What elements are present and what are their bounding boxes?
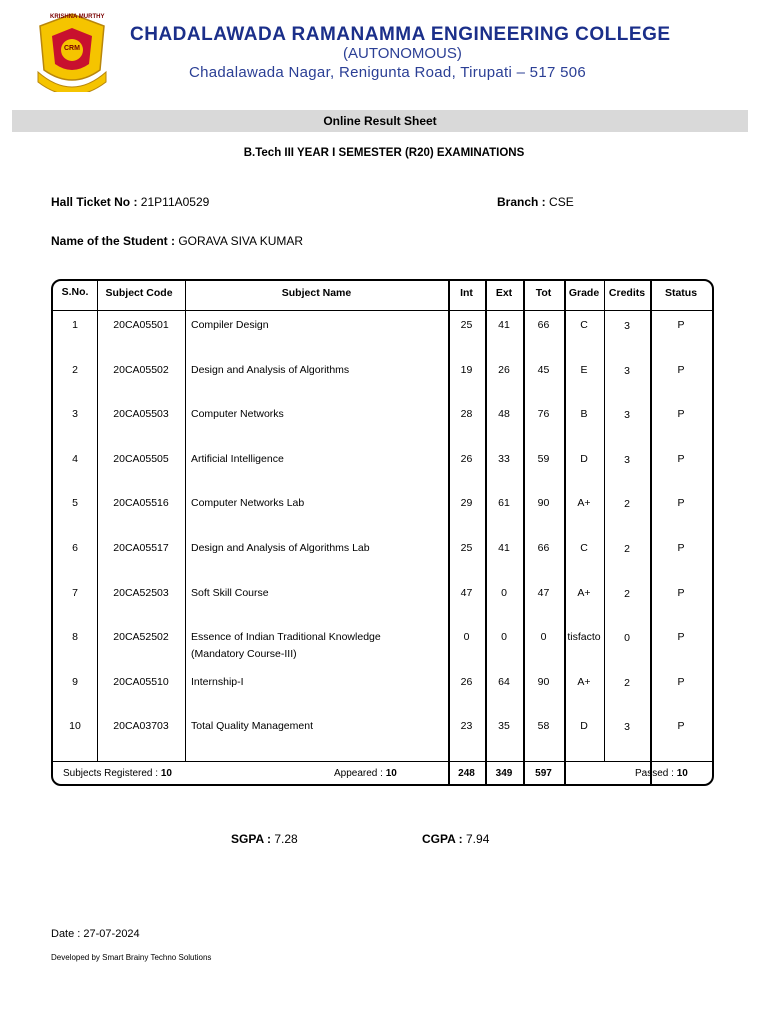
column-divider [485,281,487,784]
sgpa [231,832,298,846]
college-name: CHADALAWADA RAMANAMMA ENGINEERING COLLEGE [130,24,671,45]
hall-ticket [51,195,209,209]
developer-credit: Developed by Smart Brainy Techno Solutions [51,953,212,962]
cell-grade: A+ [577,497,591,510]
header-name: Subject Name [281,287,352,299]
cell-int: 25 [460,319,473,331]
cell-tot: 59 [537,452,550,465]
cell-sno: 4 [72,452,78,465]
cell-status: P [677,542,685,554]
column-divider [185,281,186,761]
cell-sno: 1 [72,319,78,331]
column-divider [564,281,566,784]
cell-code: 20CA05501 [113,319,169,331]
cell-credits: 3 [624,320,630,332]
cell-tot: 0 [540,631,547,644]
cgpa-value: 7.94 [462,832,490,846]
header-grade: Grade [568,287,600,299]
cell-sno: 10 [69,720,81,733]
cell-ext: 41 [498,542,510,554]
cell-credits: 2 [624,498,630,511]
cell-name: Computer Networks Lab [191,497,305,510]
cell-int: 25 [460,542,473,554]
cell-credits: 2 [624,543,630,555]
student-name [51,234,303,248]
cell-sno: 9 [72,675,78,688]
cell-status: P [677,452,685,465]
cell-grade: D [580,452,588,465]
logo-ring-text: KRISHNA MURTHY [50,14,105,20]
cell-grade: C [580,542,588,554]
cell-code: 20CA03703 [113,720,169,733]
cell-status: P [677,408,685,421]
cell-status: P [677,497,685,510]
cell-ext: 64 [498,675,510,688]
cell-name: Total Quality Management [191,720,313,733]
cell-credits: 3 [624,721,630,734]
cell-int: 0 [463,631,470,644]
cell-tot: 58 [537,720,550,733]
cell-tot: 90 [537,497,550,510]
column-divider [650,281,652,784]
hall-ticket-label: Hall Ticket No : [51,195,138,209]
header-int: Int [460,287,473,299]
column-divider [604,281,605,761]
header-ext: Ext [495,287,513,299]
cell-ext: 35 [498,720,510,733]
cell-ext: 48 [498,408,510,421]
cell-credits: 2 [624,587,630,600]
tot-total: 597 [535,768,552,779]
cell-tot: 76 [537,408,550,421]
column-divider [97,281,98,761]
cell-code: 20CA05505 [113,452,169,465]
cell-int: 26 [460,675,473,688]
cell-grade: B [580,408,588,421]
cell-grade: D [580,720,588,733]
cell-credits: 2 [624,676,630,689]
cell-status: P [677,319,685,331]
cell-name: Computer Networks [191,408,284,421]
cell-sno: 2 [72,363,78,376]
cell-credits: 0 [624,632,630,645]
cell-code: 20CA52502 [113,631,169,644]
subjects-registered: Subjects Registered : 10 [63,768,172,779]
cell-name: Design and Analysis of Algorithms [191,363,350,376]
branch-value: CSE [545,195,574,209]
subjects-passed: Passed : 10 [635,768,688,779]
header-credits: Credits [608,287,646,299]
hall-ticket-value: 21P11A0529 [137,195,210,209]
row-divider [53,761,712,762]
cell-name: Compiler Design [191,319,269,331]
college-logo [34,12,110,92]
header-tot: Tot [535,287,552,299]
cell-code: 20CA05510 [113,675,169,688]
header-code: Subject Code [105,287,173,299]
header-status: Status [664,287,698,299]
cell-code: 20CA05502 [113,363,169,376]
college-autonomous: (AUTONOMOUS) [343,45,462,62]
sgpa-value: 7.28 [271,832,298,846]
cell-int: 29 [460,497,473,510]
cell-name: Artificial Intelligence [191,452,284,465]
cell-sno: 3 [72,408,78,421]
cell-status: P [677,675,685,688]
cell-sno: 5 [72,497,78,510]
page-title-banner: Online Result Sheet [12,110,748,132]
cell-code: 20CA52503 [113,586,169,599]
cell-tot: 45 [537,363,550,376]
ext-total: 349 [495,768,513,779]
cell-grade: tisfacto [567,631,601,644]
cell-ext: 0 [501,586,507,599]
cell-tot: 47 [537,586,550,599]
cell-status: P [677,720,685,733]
cell-code: 20CA05517 [113,542,169,554]
cell-code: 20CA05516 [113,497,169,510]
cell-ext: 61 [498,497,510,510]
cell-credits: 3 [624,453,630,466]
subjects-appeared: Appeared : 10 [334,768,397,779]
int-total: 248 [458,768,475,779]
student-name-label: Name of the Student : [51,234,176,248]
row-divider [53,310,712,311]
branch-label: Branch : [497,195,546,209]
cell-status: P [677,586,685,599]
column-divider [448,281,450,784]
cell-int: 47 [460,586,473,599]
cgpa-label: CGPA : [422,832,463,846]
cell-name: Soft Skill Course [191,586,269,599]
cell-ext: 0 [501,631,507,644]
cell-grade: A+ [577,675,591,688]
cell-credits: 3 [624,409,630,422]
exam-title: B.Tech III YEAR I SEMESTER (R20) EXAMINATIONS [243,147,525,159]
cell-grade: A+ [577,586,591,599]
cell-tot: 66 [537,542,550,554]
cell-name: Internship-I [191,675,244,688]
cell-sno: 6 [72,542,78,554]
cell-ext: 41 [498,319,510,331]
cell-status: P [677,363,685,376]
cell-int: 26 [460,452,473,465]
cell-ext: 33 [498,452,510,465]
cell-grade: E [580,363,588,376]
cell-ext: 26 [498,363,510,376]
cell-grade: C [580,319,588,331]
column-divider [523,281,525,784]
cell-tot: 90 [537,675,550,688]
student-name-value: GORAVA SIVA KUMAR [175,234,304,248]
college-address: Chadalawada Nagar, Renigunta Road, Tirupati – 517 506 [189,64,587,81]
cell-name: Essence of Indian Traditional Knowledge [191,631,381,644]
cell-int: 23 [460,720,473,733]
cell-int: 28 [460,408,473,421]
cell-code: 20CA05503 [113,408,169,421]
cell-credits: 3 [624,364,630,377]
cell-name: (Mandatory Course-III) [191,648,297,661]
cell-status: P [677,631,685,644]
header-sno: S.No. [61,286,89,298]
cell-sno: 8 [72,631,78,644]
cell-tot: 66 [537,319,550,331]
branch [497,195,574,209]
cgpa [422,832,489,846]
sgpa-label: SGPA : [231,832,272,846]
results-table [51,279,714,786]
cell-int: 19 [460,363,473,376]
result-date: Date : 27-07-2024 [51,928,140,940]
logo-monogram: CRM [64,45,80,52]
college-header [30,10,734,98]
cell-name: Design and Analysis of Algorithms Lab [191,542,370,554]
cell-sno: 7 [72,586,78,599]
